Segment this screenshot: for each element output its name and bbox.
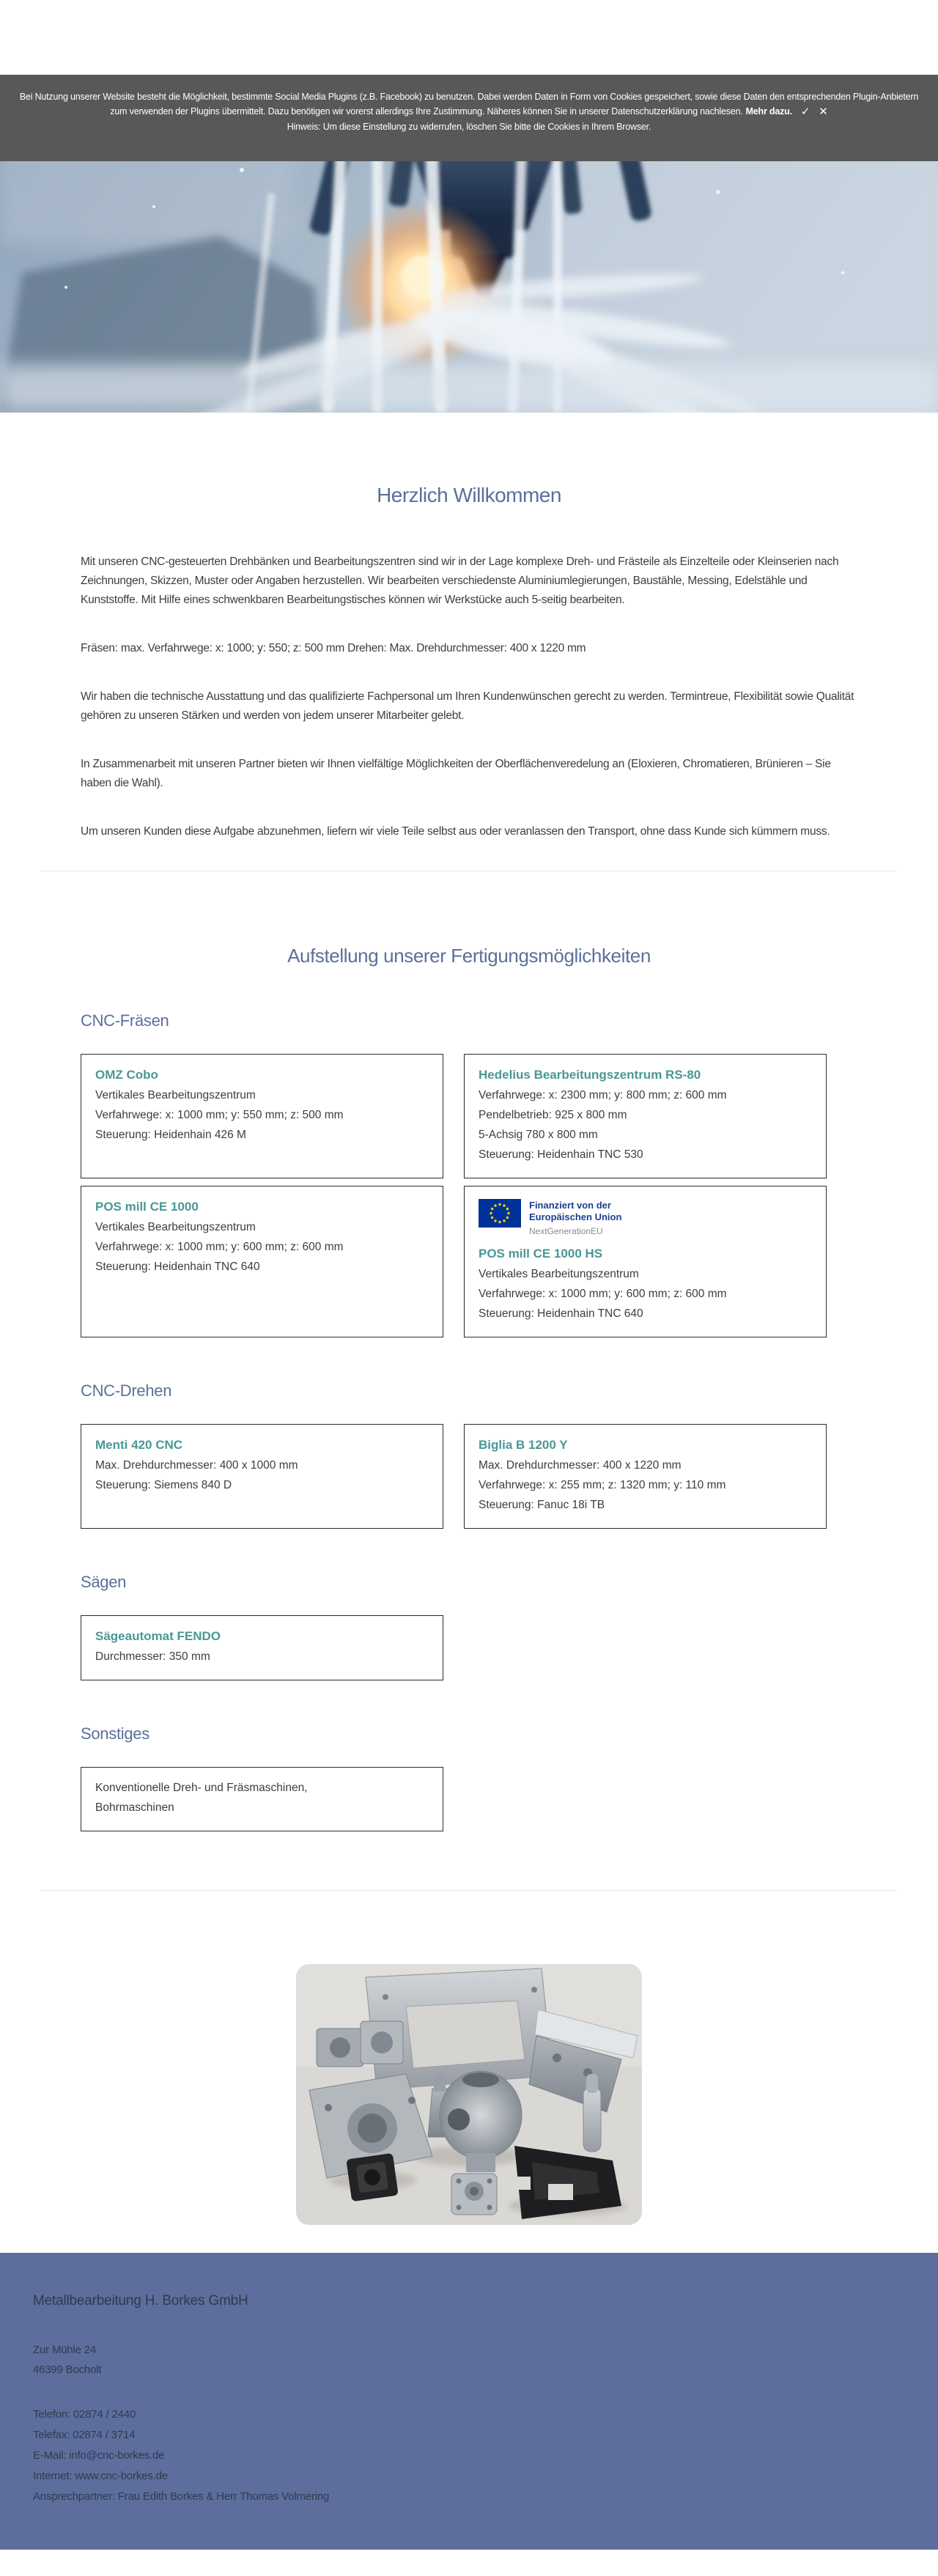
machine-grid-sonstiges: [81, 1767, 857, 1831]
machine-grid-saegen: [81, 1615, 857, 1680]
eu-logo-line: Finanziert von der: [529, 1200, 611, 1211]
machine-spec-line: 5-Achsig 780 x 800 mm: [479, 1129, 598, 1141]
cookie-banner-text: [10, 89, 928, 119]
machine-spec-line: Konventionelle Dreh- und Fräsmaschinen,: [95, 1782, 308, 1794]
intro-paragraph: Wir haben die technische Ausstattung und das qualifizierte Fachpersonal um Ihren Kundenwünschen gerecht zu werden. Termintreue, Flexibilität sowie Qualität gehören zu unseren Stärken und werden von jedem unserer Mitarbeiter gelebt.: [81, 690, 854, 722]
intro-text: [81, 553, 857, 841]
machine-spec-line: Verfahrwege: x: 2300 mm; y: 800 mm; z: 600 mm: [479, 1089, 727, 1101]
footer-contact: [33, 2405, 909, 2507]
machine-title: Biglia B 1200 Y: [479, 1438, 568, 1452]
machine-grid-fraesen: [81, 1054, 857, 1337]
machine-title: Hedelius Bearbeitungszentrum RS-80: [479, 1068, 701, 1082]
machine-card-fendo: [81, 1615, 443, 1680]
machine-spec-line: Vertikales Bearbeitungszentrum: [95, 1221, 256, 1233]
machine-card-biglia-b1200y: [464, 1424, 827, 1529]
parts-photo-figure: [296, 1964, 642, 2225]
machine-spec-line: Vertikales Bearbeitungszentrum: [479, 1268, 639, 1280]
machine-title: POS mill CE 1000 HS: [479, 1247, 603, 1261]
machine-spec-line: Vertikales Bearbeitungszentrum: [95, 1089, 256, 1101]
eu-logo-text: [529, 1199, 621, 1236]
accept-check-icon[interactable]: ✓: [800, 106, 810, 118]
machine-spec-line: Max. Drehdurchmesser: 400 x 1220 mm: [479, 1459, 682, 1472]
machine-title: Sägeautomat FENDO: [95, 1629, 221, 1643]
machine-spec-line: Pendelbetrieb: 925 x 800 mm: [479, 1109, 627, 1121]
machine-grid-drehen: [81, 1424, 857, 1529]
cookie-hint: Hinweis: Um diese Einstellung zu widerrufen, löschen Sie bitte die Cookies in Ihrem Browser.: [287, 122, 651, 132]
footer-contactperson-line: Ansprechpartner: Frau Edith Borkes & Herr Thomas Volmering: [33, 2490, 330, 2503]
machine-card-pos-mill-ce1000: [81, 1186, 443, 1337]
section-heading-cnc-fraesen: CNC-Fräsen: [81, 1011, 169, 1030]
intro-paragraph: Mit unseren CNC-gesteuerten Drehbänken und Bearbeitungszentren sind wir in der Lage komplexe Dreh- und Frästeile als Einzelteile oder Kleinserien nach Zeichnungen, Skizzen, Muster oder Angaben herzustellen. Wir bearbeiten verschiedenste Aluminiumlegierungen, Baustähle, Messing, Edelstähle und Kunststoffe. Mit Hilfe eines schwenkbaren Bearbeitungstisches können wir Werkstücke auch 5-seitig bearbeiten.: [81, 556, 839, 606]
machined-parts-image: [296, 1964, 642, 2225]
machine-spec-line: Steuerung: Heidenhain TNC 640: [95, 1261, 260, 1273]
capabilities-heading: Aufstellung unserer Fertigungsmöglichkeiten: [287, 945, 651, 967]
machine-spec-line: Steuerung: Heidenhain 426 M: [95, 1129, 246, 1141]
machine-spec-line: Steuerung: Heidenhain TNC 640: [479, 1307, 643, 1320]
machine-spec-line: Steuerung: Fanuc 18i TB: [479, 1499, 605, 1511]
machine-card-hedelius-rs80: [464, 1054, 827, 1178]
footer-address-line: Zur Mühle 24: [33, 2344, 96, 2356]
footer: [0, 2253, 938, 2550]
intro-paragraph: In Zusammenarbeit mit unseren Partner bieten wir Ihnen vielfältige Möglichkeiten der Oberflächenveredelung an (Eloxieren, Chromatieren, Brünieren – Sie haben die Wahl).: [81, 758, 831, 789]
footer-website-line: Internet: www.cnc-borkes.de: [33, 2470, 168, 2482]
machine-spec-line: Durchmesser: 350 mm: [95, 1650, 210, 1663]
eu-funding-logo: [479, 1199, 812, 1236]
footer-address-line: 46399 Bocholt: [33, 2363, 102, 2376]
close-icon[interactable]: ✕: [819, 106, 828, 118]
machine-spec-line: Steuerung: Siemens 840 D: [95, 1479, 232, 1491]
machine-spec-line: Max. Drehdurchmesser: 400 x 1000 mm: [95, 1459, 298, 1472]
footer-phone-line: Telefon: 02874 / 2440: [33, 2408, 136, 2421]
footer-fax-line: Telefax: 02874 / 3714: [33, 2429, 136, 2441]
eu-flag-icon: [479, 1199, 521, 1228]
footer-address: [33, 2340, 909, 2380]
cookie-more-link[interactable]: Mehr dazu.: [745, 106, 792, 117]
machine-spec-line: Verfahrwege: x: 255 mm; z: 1320 mm; y: 110 mm: [479, 1479, 726, 1491]
machine-spec-line: Verfahrwege: x: 1000 mm; y: 550 mm; z: 500 mm: [95, 1109, 344, 1121]
machine-spec-line: Verfahrwege: x: 1000 mm; y: 600 mm; z: 600 mm: [479, 1288, 727, 1300]
cookie-text: Bei Nutzung unserer Website besteht die Möglichkeit, bestimmte Social Media Plugins (z.B. Facebook) zu benutzen. Dabei werden Daten in Form von Cookies gespeichert, sowie diese Daten den entsprechenden Plugin-Anbietern zum verwenden der Plugins übermittelt. Dazu benötigen wir vorerst allerdings Ihre Zustimmung. Näheres können Sie in unserer Datenschutzerklärung nachlesen.: [19, 92, 919, 117]
section-heading-sonstiges: Sonstiges: [81, 1724, 149, 1743]
machine-spec-line: Verfahrwege: x: 1000 mm; y: 600 mm; z: 600 mm: [95, 1241, 344, 1253]
section-heading-saegen: Sägen: [81, 1573, 127, 1591]
machine-spec-line: Steuerung: Heidenhain TNC 530: [479, 1148, 643, 1161]
eu-logo-line: Europäischen Union: [529, 1211, 622, 1222]
machine-card-pos-mill-ce1000hs: [464, 1186, 827, 1337]
cookie-banner: [0, 75, 938, 161]
machine-card-omz-cobo: [81, 1054, 443, 1178]
footer-email-line: E-Mail: info@cnc-borkes.de: [33, 2449, 165, 2462]
eu-logo-subline: NextGenerationEU: [529, 1226, 603, 1236]
machine-card-menti-420: [81, 1424, 443, 1529]
machine-title: OMZ Cobo: [95, 1068, 158, 1082]
machine-card-konventionell: [81, 1767, 443, 1831]
section-divider: [41, 1890, 897, 1891]
intro-paragraph: Fräsen: max. Verfahrwege: x: 1000; y: 550; z: 500 mm Drehen: Max. Drehdurchmesser: 400 x 1220 mm: [81, 642, 586, 654]
machine-spec-line: Bohrmaschinen: [95, 1801, 174, 1814]
machine-title: Menti 420 CNC: [95, 1438, 183, 1452]
section-heading-cnc-drehen: CNC-Drehen: [81, 1381, 172, 1400]
machine-title: POS mill CE 1000: [95, 1200, 199, 1214]
welcome-heading: Herzlich Willkommen: [377, 484, 561, 506]
footer-company-name: Metallbearbeitung H. Borkes GmbH: [33, 2293, 248, 2309]
intro-paragraph: Um unseren Kunden diese Aufgabe abzunehmen, liefern wir viele Teile selbst aus oder veranlassen den Transport, ohne dass Kunde sich kümmern muss.: [81, 825, 830, 838]
